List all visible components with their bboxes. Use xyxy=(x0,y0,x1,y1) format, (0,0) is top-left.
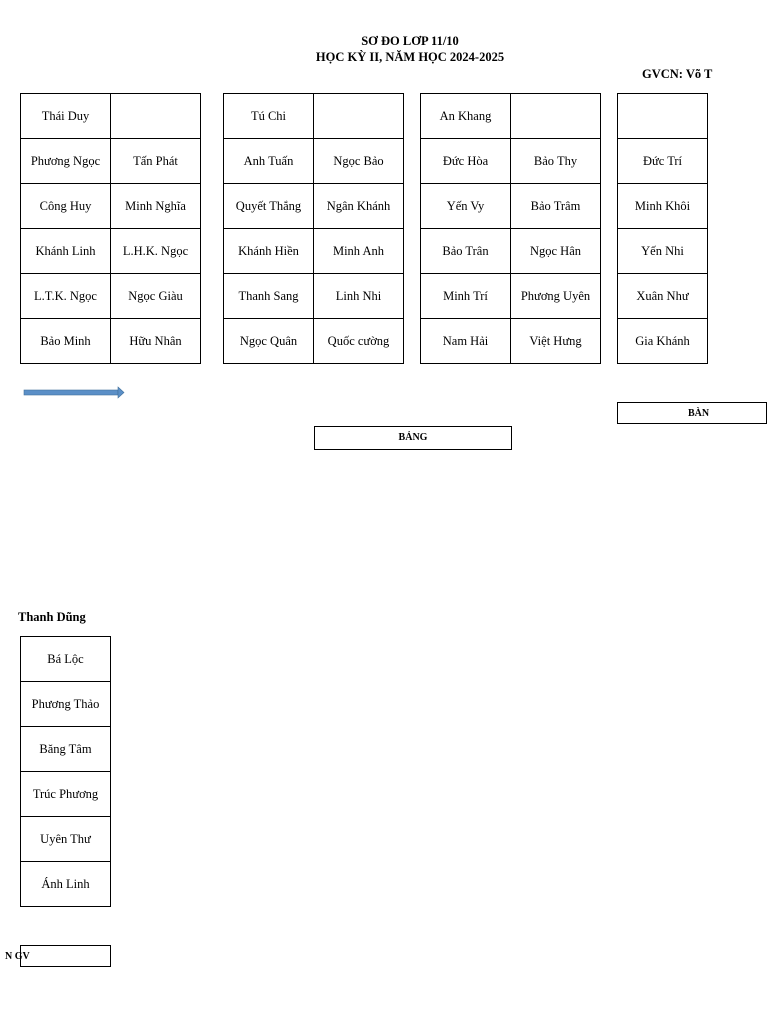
seat-row xyxy=(21,319,201,364)
seat-group-2 xyxy=(223,93,404,364)
seat-group-1 xyxy=(20,93,201,364)
seat-row xyxy=(421,229,601,274)
seat-cell: An Khang xyxy=(421,94,511,139)
seat-cell: Ánh Linh xyxy=(21,862,111,907)
seat-row xyxy=(421,184,601,229)
seat-row xyxy=(224,229,404,274)
seat-cell: Khánh Hiền xyxy=(224,229,314,274)
seat-row xyxy=(21,274,201,319)
seat-row xyxy=(421,274,601,319)
seat-cell: Quyết Thắng xyxy=(224,184,314,229)
seat-group-5-clip xyxy=(20,636,113,911)
seat-row xyxy=(224,184,404,229)
seat-row xyxy=(421,319,601,364)
seat-row xyxy=(21,229,201,274)
seat-cell: Phương Uyên xyxy=(511,274,601,319)
seat-cell: Đức Trí xyxy=(618,139,708,184)
teacher-desk-page2-text: N GV xyxy=(5,951,30,962)
page-title: SƠ ĐO LƠP 11/10 xyxy=(361,34,459,48)
seat-cell: Linh Nhi xyxy=(314,274,404,319)
homeroom-teacher-label: GVCN: Võ T xyxy=(642,67,713,81)
seat-cell: L.H.K. Ngọc xyxy=(111,229,201,274)
seat-cell: Minh Nghĩa xyxy=(111,184,201,229)
seat-row xyxy=(618,319,708,364)
seat-row xyxy=(21,637,111,682)
direction-arrow-icon xyxy=(24,387,124,398)
teacher-desk-page2-label xyxy=(5,945,111,967)
seat-row xyxy=(618,184,708,229)
seat-row xyxy=(224,94,404,139)
seat-group-5 xyxy=(20,636,111,907)
seat-row xyxy=(224,139,404,184)
seat-cell: Băng Tâm xyxy=(21,727,111,772)
seat-cell: Bảo Trân xyxy=(421,229,511,274)
seat-cell: Minh Khôi xyxy=(618,184,708,229)
seat-row xyxy=(21,682,111,727)
seat-row xyxy=(21,139,201,184)
seat-cell xyxy=(511,94,601,139)
seat-group-3 xyxy=(420,93,601,364)
seat-cell: Yến Nhi xyxy=(618,229,708,274)
teacher-desk-clip xyxy=(617,402,708,427)
blackboard-label: BẢNG xyxy=(314,426,512,450)
seat-row xyxy=(618,274,708,319)
seat-cell xyxy=(111,94,201,139)
seat-cell: Thái Duy xyxy=(21,94,111,139)
seat-cell: Bá Lộc xyxy=(21,637,111,682)
seat-cell: Quốc cường xyxy=(314,319,404,364)
seat-cell: Công Huy xyxy=(21,184,111,229)
seat-cell: Uyên Thư xyxy=(21,817,111,862)
seat-row xyxy=(618,229,708,274)
seat-cell: Ngân Khánh xyxy=(314,184,404,229)
seat-row xyxy=(421,139,601,184)
seat-cell: Phương Ngọc xyxy=(21,139,111,184)
seat-row xyxy=(618,94,708,139)
seat-cell: Bảo Minh xyxy=(21,319,111,364)
seat-cell: Thanh Sang xyxy=(224,274,314,319)
teacher-desk-page2-clip xyxy=(5,945,112,970)
seat-cell: Khánh Linh xyxy=(21,229,111,274)
seat-cell: Yến Vy xyxy=(421,184,511,229)
seat-row xyxy=(421,94,601,139)
seat-group-4-clip xyxy=(617,93,708,368)
seat-cell: Trúc Phương xyxy=(21,772,111,817)
seat-group-4 xyxy=(617,93,708,364)
seat-cell: Phương Thảo xyxy=(21,682,111,727)
seat-cell: Xuân Như xyxy=(618,274,708,319)
seat-cell: Ngọc Giàu xyxy=(111,274,201,319)
seat-row xyxy=(21,862,111,907)
teacher-desk-label: BÀN xyxy=(617,402,767,424)
seat-cell: Anh Tuấn xyxy=(224,139,314,184)
seat-row xyxy=(21,184,201,229)
seat-row xyxy=(21,94,201,139)
seat-cell: Tú Chi xyxy=(224,94,314,139)
seat-row xyxy=(618,139,708,184)
seat-cell xyxy=(314,94,404,139)
seat-cell: Hữu Nhân xyxy=(111,319,201,364)
page-subtitle: HỌC KỲ II, NĂM HỌC 2024-2025 xyxy=(315,50,505,64)
seat-cell: Ngọc Quân xyxy=(224,319,314,364)
seat-cell: Việt Hưng xyxy=(511,319,601,364)
seat-cell xyxy=(618,94,708,139)
seat-cell: Bảo Trâm xyxy=(511,184,601,229)
homeroom-teacher-continued: Thanh Dũng xyxy=(18,610,86,624)
seat-row xyxy=(21,817,111,862)
seat-cell: L.T.K. Ngọc xyxy=(21,274,111,319)
seat-row xyxy=(224,274,404,319)
seat-cell: Bảo Thy xyxy=(511,139,601,184)
seat-cell: Nam Hải xyxy=(421,319,511,364)
seat-cell: Minh Trí xyxy=(421,274,511,319)
homeroom-teacher-clip xyxy=(600,66,713,84)
seat-cell: Ngọc Hân xyxy=(511,229,601,274)
seat-row xyxy=(21,772,111,817)
seat-cell: Minh Anh xyxy=(314,229,404,274)
seat-row xyxy=(21,727,111,772)
seat-cell: Tấn Phát xyxy=(111,139,201,184)
seat-row xyxy=(224,319,404,364)
seat-cell: Gia Khánh xyxy=(618,319,708,364)
seat-cell: Ngọc Bảo xyxy=(314,139,404,184)
seat-cell: Đức Hòa xyxy=(421,139,511,184)
